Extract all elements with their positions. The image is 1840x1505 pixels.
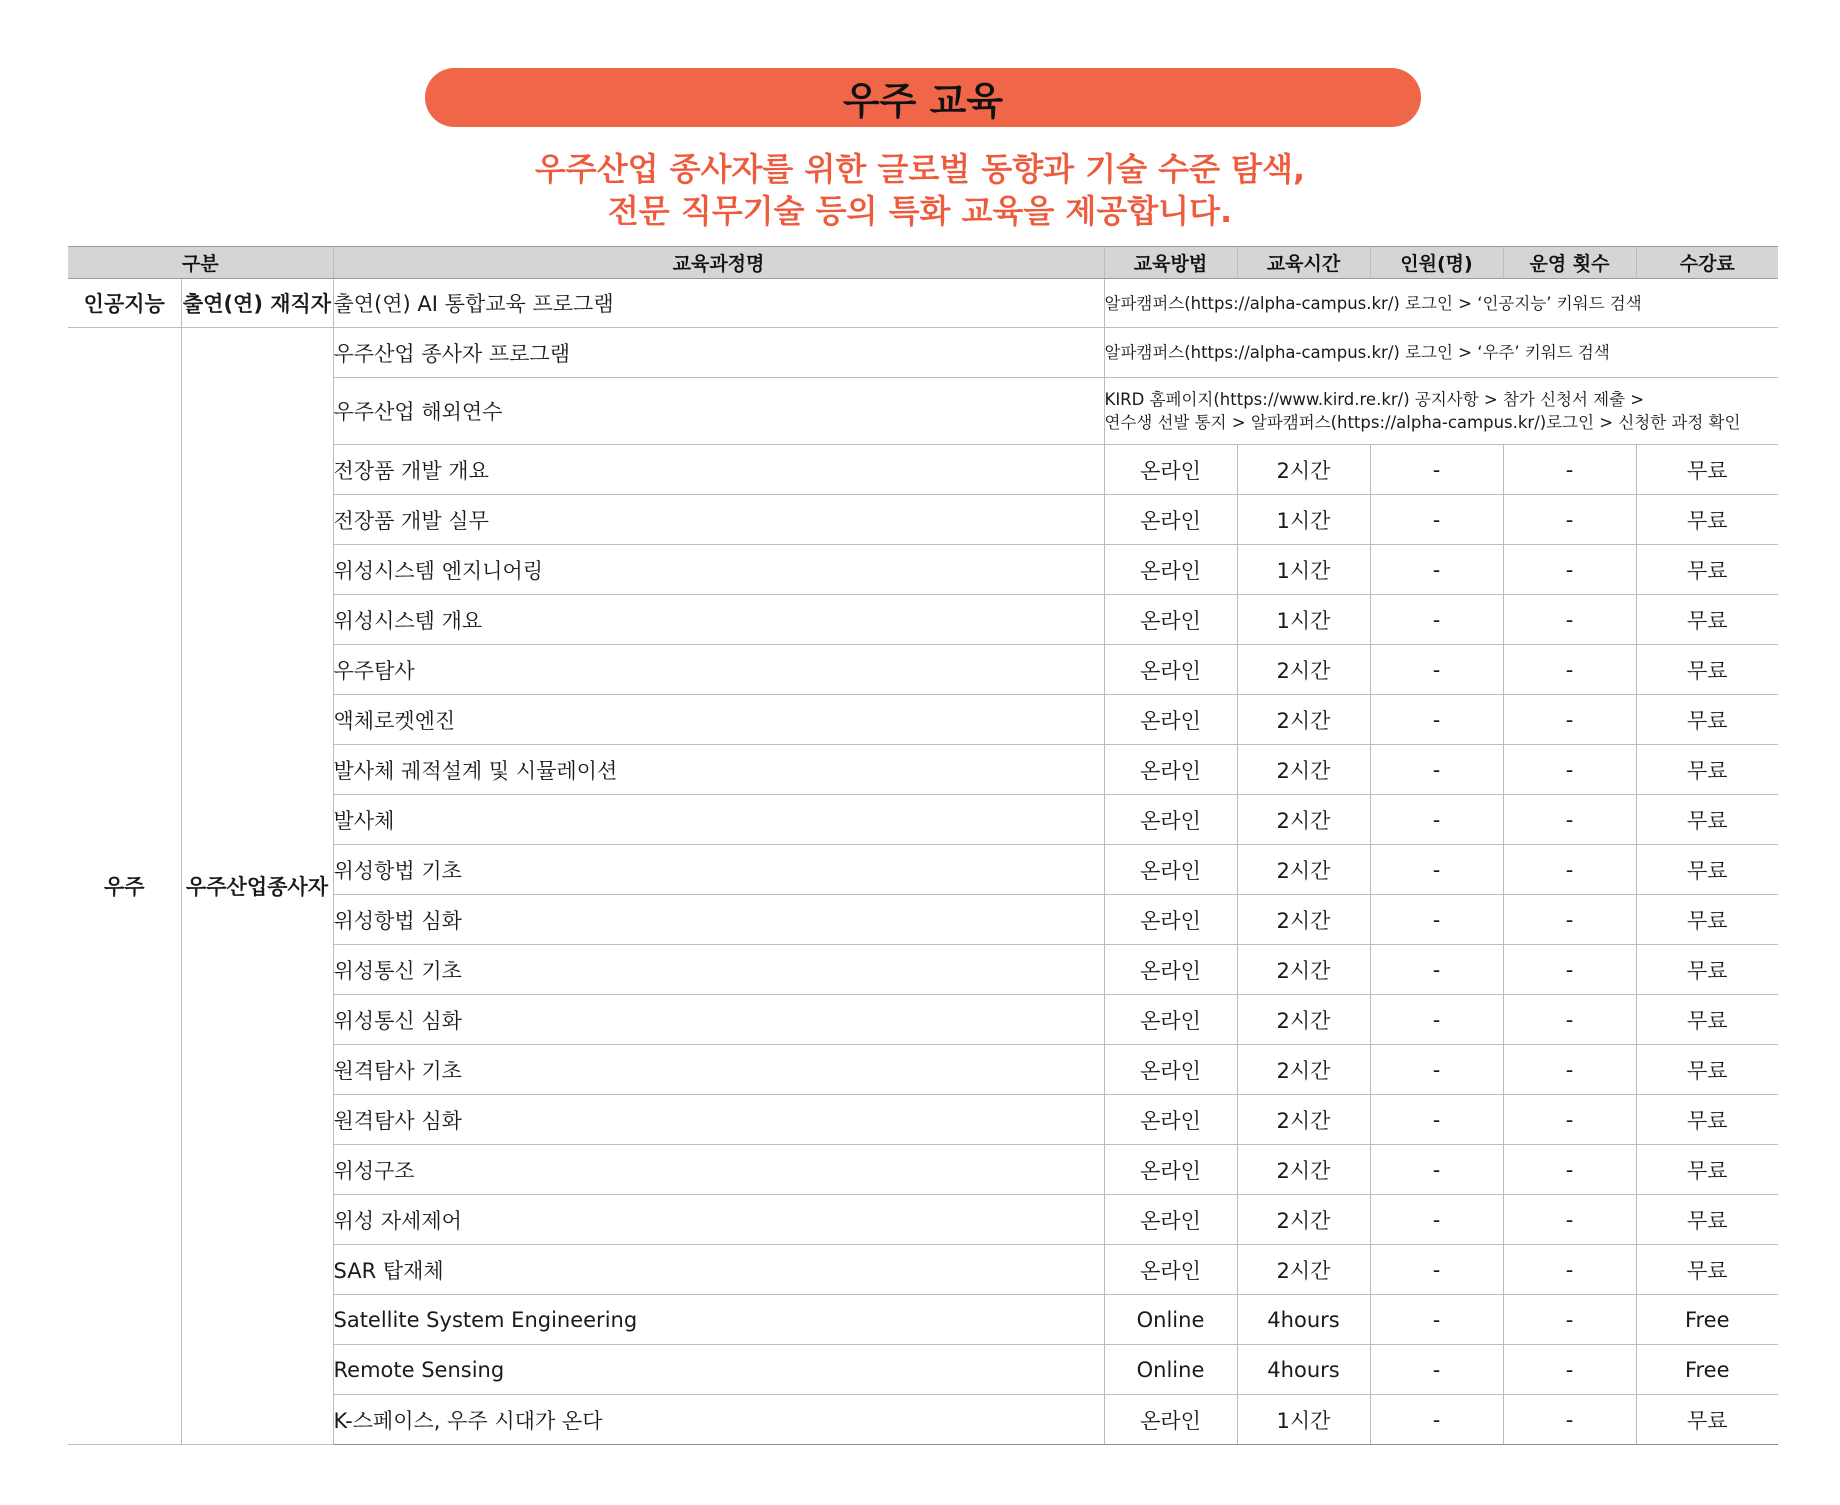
course-name: 위성항법 심화 [333, 895, 1104, 945]
course-sessions: - [1503, 995, 1636, 1045]
course-fee: 무료 [1636, 895, 1778, 945]
course-method: 온라인 [1104, 795, 1237, 845]
course-hours: 2시간 [1237, 1095, 1370, 1145]
course-name: 위성시스템 개요 [333, 595, 1104, 645]
course-sessions: - [1503, 1345, 1636, 1395]
course-people: - [1370, 945, 1503, 995]
course-sessions: - [1503, 895, 1636, 945]
course-method: 온라인 [1104, 695, 1237, 745]
course-method: Online [1104, 1345, 1237, 1395]
course-hours: 2시간 [1237, 445, 1370, 495]
course-hours: 2시간 [1237, 945, 1370, 995]
course-name: 위성구조 [333, 1145, 1104, 1195]
course-hours: 2시간 [1237, 895, 1370, 945]
header-hours: 교육시간 [1237, 247, 1370, 279]
course-fee: 무료 [1636, 695, 1778, 745]
target-space: 우주산업종사자 [181, 328, 333, 1445]
course-name: 위성 자세제어 [333, 1195, 1104, 1245]
course-sessions: - [1503, 445, 1636, 495]
course-method: 온라인 [1104, 495, 1237, 545]
course-sessions: - [1503, 745, 1636, 795]
course-name: 액체로켓엔진 [333, 695, 1104, 745]
course-hours: 2시간 [1237, 695, 1370, 745]
course-method: 온라인 [1104, 645, 1237, 695]
course-hours: 2시간 [1237, 845, 1370, 895]
course-people: - [1370, 1245, 1503, 1295]
course-fee: 무료 [1636, 495, 1778, 545]
course-sessions: - [1503, 495, 1636, 545]
course-people: - [1370, 895, 1503, 945]
course-info: 알파캠퍼스(https://alpha-campus.kr/) 로그인 > ‘인공지능’ 키워드 검색 [1104, 279, 1778, 328]
course-sessions: - [1503, 1395, 1636, 1445]
header-course: 교육과정명 [333, 247, 1104, 279]
course-name: 발사체 궤적설계 및 시뮬레이션 [333, 745, 1104, 795]
course-name: 발사체 [333, 795, 1104, 845]
course-hours: 2시간 [1237, 1245, 1370, 1295]
category-space: 우주 [68, 328, 181, 1445]
course-fee: 무료 [1636, 995, 1778, 1045]
course-method: 온라인 [1104, 1045, 1237, 1095]
course-people: - [1370, 745, 1503, 795]
course-info [1104, 378, 1778, 445]
course-fee: 무료 [1636, 945, 1778, 995]
course-table [68, 246, 1778, 1445]
header-fee: 수강료 [1636, 247, 1778, 279]
course-people: - [1370, 595, 1503, 645]
course-hours: 2시간 [1237, 645, 1370, 695]
course-people: - [1370, 645, 1503, 695]
course-name: 우주탐사 [333, 645, 1104, 695]
course-fee: 무료 [1636, 1395, 1778, 1445]
course-hours: 4hours [1237, 1345, 1370, 1395]
course-sessions: - [1503, 695, 1636, 745]
course-name: SAR 탑재체 [333, 1245, 1104, 1295]
course-people: - [1370, 1045, 1503, 1095]
subtitle-line-2: 전문 직무기술 등의 특화 교육을 제공합니다. [607, 192, 1233, 230]
course-hours: 2시간 [1237, 1045, 1370, 1095]
table-row-ai [68, 279, 1778, 328]
course-name: Satellite System Engineering [333, 1295, 1104, 1345]
table-header-row [68, 247, 1778, 279]
course-fee: Free [1636, 1295, 1778, 1345]
course-people: - [1370, 1395, 1503, 1445]
course-name: 전장품 개발 실무 [333, 495, 1104, 545]
course-name: 우주산업 해외연수 [333, 378, 1104, 445]
category-ai: 인공지능 [68, 279, 181, 328]
course-sessions: - [1503, 1145, 1636, 1195]
course-sessions: - [1503, 845, 1636, 895]
course-people: - [1370, 1095, 1503, 1145]
course-sessions: - [1503, 795, 1636, 845]
course-name: Remote Sensing [333, 1345, 1104, 1395]
course-fee: 무료 [1636, 1195, 1778, 1245]
course-sessions: - [1503, 1195, 1636, 1245]
course-people: - [1370, 1345, 1503, 1395]
course-sessions: - [1503, 1295, 1636, 1345]
course-hours: 2시간 [1237, 795, 1370, 845]
course-hours: 2시간 [1237, 745, 1370, 795]
course-hours: 4hours [1237, 1295, 1370, 1345]
course-fee: 무료 [1636, 1245, 1778, 1295]
course-info-line-2: 연수생 선발 통지 > 알파캠퍼스(https://alpha-campus.kr/)로그인 > 신청한 과정 확인 [1104, 413, 1741, 432]
course-method: 온라인 [1104, 745, 1237, 795]
course-method: 온라인 [1104, 1095, 1237, 1145]
course-fee: 무료 [1636, 1145, 1778, 1195]
course-name: 출연(연) AI 통합교육 프로그램 [333, 279, 1104, 328]
course-hours: 2시간 [1237, 1145, 1370, 1195]
course-sessions: - [1503, 595, 1636, 645]
course-fee: 무료 [1636, 845, 1778, 895]
course-sessions: - [1503, 1245, 1636, 1295]
course-method: 온라인 [1104, 1395, 1237, 1445]
course-people: - [1370, 545, 1503, 595]
course-people: - [1370, 995, 1503, 1045]
course-sessions: - [1503, 545, 1636, 595]
course-people: - [1370, 795, 1503, 845]
course-fee: Free [1636, 1345, 1778, 1395]
course-sessions: - [1503, 945, 1636, 995]
course-sessions: - [1503, 645, 1636, 695]
table-row-space-program [68, 328, 1778, 378]
course-fee: 무료 [1636, 545, 1778, 595]
course-name: 우주산업 종사자 프로그램 [333, 328, 1104, 378]
course-method: 온라인 [1104, 1195, 1237, 1245]
course-people: - [1370, 445, 1503, 495]
course-sessions: - [1503, 1095, 1636, 1145]
course-people: - [1370, 695, 1503, 745]
course-method: 온라인 [1104, 1145, 1237, 1195]
course-fee: 무료 [1636, 645, 1778, 695]
course-name: 위성통신 기초 [333, 945, 1104, 995]
course-method: 온라인 [1104, 945, 1237, 995]
course-fee: 무료 [1636, 795, 1778, 845]
course-fee: 무료 [1636, 745, 1778, 795]
course-hours: 2시간 [1237, 995, 1370, 1045]
course-people: - [1370, 1195, 1503, 1245]
course-hours: 1시간 [1237, 545, 1370, 595]
header-method: 교육방법 [1104, 247, 1237, 279]
course-name: 위성통신 심화 [333, 995, 1104, 1045]
course-people: - [1370, 845, 1503, 895]
header-category: 구분 [68, 247, 333, 279]
target-ai: 출연(연) 재직자 [181, 279, 333, 328]
course-name: K-스페이스, 우주 시대가 온다 [333, 1395, 1104, 1445]
course-fee: 무료 [1636, 1095, 1778, 1145]
course-hours: 1시간 [1237, 495, 1370, 545]
course-hours: 2시간 [1237, 1195, 1370, 1245]
course-method: 온라인 [1104, 895, 1237, 945]
course-info-line-1: KIRD 홈페이지(https://www.kird.re.kr/) 공지사항 > 참가 신청서 제출 > [1104, 390, 1645, 409]
course-method: 온라인 [1104, 845, 1237, 895]
course-people: - [1370, 1295, 1503, 1345]
course-name: 원격탐사 심화 [333, 1095, 1104, 1145]
course-fee: 무료 [1636, 595, 1778, 645]
course-name: 위성항법 기초 [333, 845, 1104, 895]
course-sessions: - [1503, 1045, 1636, 1095]
course-name: 전장품 개발 개요 [333, 445, 1104, 495]
course-hours: 1시간 [1237, 1395, 1370, 1445]
course-method: 온라인 [1104, 595, 1237, 645]
page-title: 우주 교육 [425, 68, 1421, 127]
course-info: 알파캠퍼스(https://alpha-campus.kr/) 로그인 > ‘우주’ 키워드 검색 [1104, 328, 1778, 378]
course-name: 원격탐사 기초 [333, 1045, 1104, 1095]
subtitle-line-1: 우주산업 종사자를 위한 글로벌 동향과 기술 수준 탐색, [534, 150, 1306, 188]
header-people: 인원(명) [1370, 247, 1503, 279]
header-sessions: 운영 횟수 [1503, 247, 1636, 279]
course-method: 온라인 [1104, 545, 1237, 595]
course-method: Online [1104, 1295, 1237, 1345]
course-method: 온라인 [1104, 445, 1237, 495]
course-fee: 무료 [1636, 445, 1778, 495]
course-method: 온라인 [1104, 1245, 1237, 1295]
course-fee: 무료 [1636, 1045, 1778, 1095]
subtitle [0, 148, 1840, 232]
course-name: 위성시스템 엔지니어링 [333, 545, 1104, 595]
course-hours: 1시간 [1237, 595, 1370, 645]
course-method: 온라인 [1104, 995, 1237, 1045]
course-people: - [1370, 495, 1503, 545]
course-people: - [1370, 1145, 1503, 1195]
